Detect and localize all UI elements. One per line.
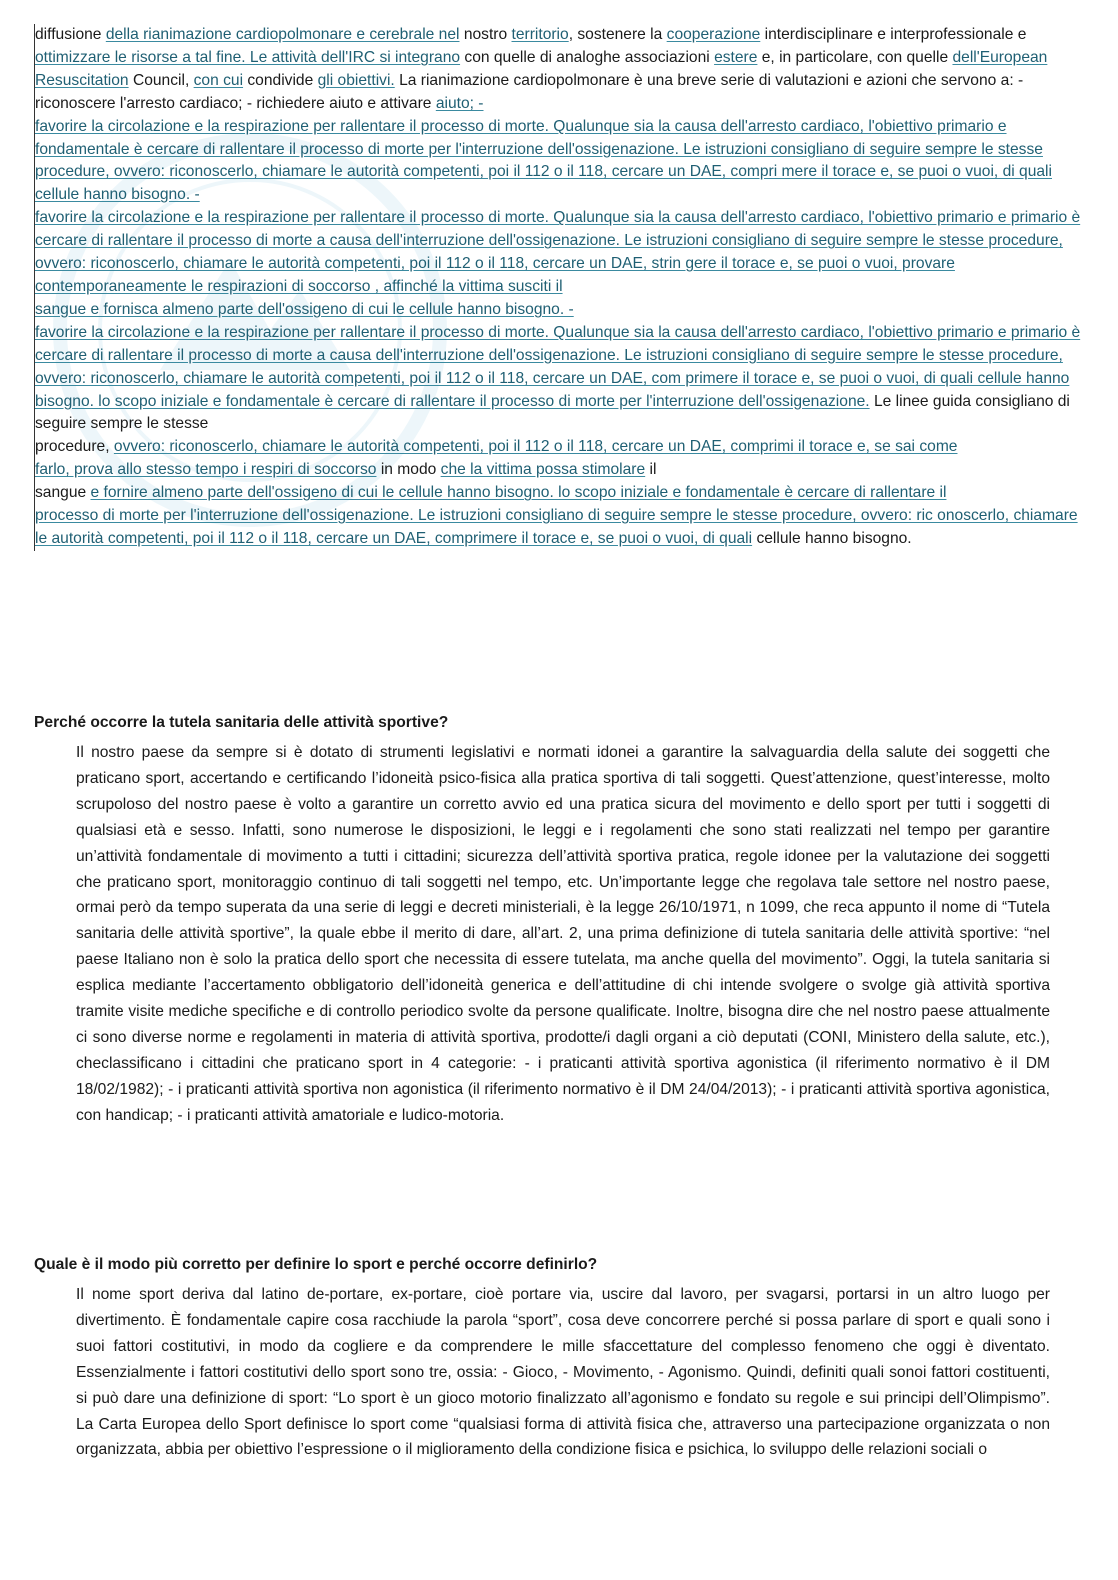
- inserted-text-run: cooperazione: [666, 26, 761, 43]
- inserted-text-run: sangue e fornisca almeno parte dell'ossigeno di cui le cellule hanno bisogno. -: [35, 300, 574, 318]
- original-text-run: condivide: [243, 71, 318, 89]
- inserted-text-run: con cui: [193, 71, 244, 89]
- inserted-text-run: e fornire almeno parte dell'ossigeno di cui le cellule hanno bisogno. lo scopo iniziale e fondamentale è cercare di rallentare il: [90, 484, 947, 502]
- original-text-run: nostro: [459, 26, 512, 43]
- inserted-text-run: che la vittima possa stimolare: [440, 461, 646, 479]
- inserted-text-run: favorire la circolazione e la respirazione per rallentare il processo di morte. Qualunque sia la causa dell'arresto cardiaco, l'obiettivo primario e primario è cercare di rallentare il processo di morte a causa dell'interruzione dell'ossigenazione. Le istruzioni consigliano di seguire sempre le stesse procedure, ovvero: riconoscerlo, chiamare le autorità competenti, poi il 112 o il 118, cercare un DAE, com primere il torace e, se puoi o vuoi, di quali cellule hanno bisogno. lo scopo iniziale e fondamentale è cercare di rallentare il processo di morte per l'interruzione dell'ossigenazione.: [35, 323, 1081, 410]
- original-text-run: diffusione: [35, 26, 106, 43]
- inserted-text-run: aiuto; -: [435, 94, 484, 112]
- original-text-run: cellule hanno bisogno.: [752, 529, 912, 547]
- inserted-text-run: della rianimazione cardiopolmonare e cerebrale nel: [105, 26, 460, 43]
- original-text-run: Council,: [128, 71, 194, 89]
- original-text-run: con quelle di analoghe associazioni: [460, 48, 715, 66]
- inserted-text-run: territorio: [511, 26, 569, 43]
- inserted-text-run: ottimizzare le risorse a tal fine. Le attività dell'IRC si integrano: [35, 48, 461, 66]
- section-body: Il nome sport deriva dal latino de-portare, ex-portare, cioè portare via, uscire dal lavoro, per svagarsi, portarsi in un altro luogo per divertimento. È fondamentale capire cosa racchiude la parola “sport”, cosa deve concorrere perché si possa parlare di sport e quali sono i suoi fattori costitutivi, in modo da cogliere e da comprendere le mille sfaccettature del complesso fenomeno che oggi è diventato. Essenzialmente i fattori costitutivi dello sport sono tre, ossia: - Gioco, - Movimento, - Agonismo. Quindi, definiti quali sonoi fattori costituenti, si può dare una definizione di sport: “Lo sport è un gioco motorio finalizzato all’agonismo e fondato su regole e sui principi dell’Olimpismo”. La Carta Europea dello Sport definisce lo sport come “qualsiasi forma di attività fisica che, attraverso una partecipazione organizzata o non organizzata, abbia per obiettivo l’espressione o il miglioramento della condizione fisica e psichica, lo sviluppo delle relazioni sociali o: [76, 1286, 1050, 1459]
- original-text-run: e, in particolare, con quelle: [757, 48, 953, 66]
- inserted-text-run: processo di morte per l'interruzione dell'ossigenazione. Le istruzioni consigliano di seguire sempre le stesse procedure, ovvero: ric onoscerlo, chiamare le autorità competenti, poi il 112 o il 118, cercare un DAE, comprimere il torace e, se puoi o vuoi, di quali: [35, 507, 1078, 547]
- inserted-text-run: estere: [714, 48, 758, 66]
- section-body: Il nostro paese da sempre si è dotato di strumenti legislativi e normati idonei a garantire la salvaguardia della salute dei soggetti che praticano sport, accertando e certificando l’idoneità psico-fisica alla pratica sportiva di tali soggetti. Quest’attenzione, quest’interesse, molto scrupoloso del nostro paese è volto a garantire un corretto avvio ed una pratica sicura del movimento e dello sport per tutti i soggetti di qualsiasi età e sesso. Infatti, sono numerose le disposizioni, le leggi e i regolamenti che sono stati realizzati nel tempo per garantire un’attività fondamentale di movimento a tutti i cittadini; sicurezza dell’attività sportiva pratica, regole idonee per la valutazione dei soggetti che praticano sport, monitoraggio continuo di tali soggetti nel tempo, etc. Un’importante legge che regolava tale settore nel nostro paese, ormai però da tempo superata da una serie di leggi e decreti ministeriali, è la legge 26/10/1971, n 1099, che reca appunto il nome di “Tutela sanitaria delle attività sportive”, la quale ebbe il merito di dare, all’art. 2, una prima definizione di tutela sanitaria delle attività sportive: “nel paese Italiano non è solo la pratica dello sport che necessita di essere tutelata, ma anche quella del movimento”. Oggi, la tutela sanitaria si esplica mediante l’accertamento obbligatorio dell’idoneità generica e dell’attitudine di chi intende svolgere o svolge già attività sportiva tramite visite mediche specifiche e di controllo periodico svolte da persone qualificate. Inoltre, bisogna dire che nel nostro paese attualmente ci sono diverse norme e regolamenti in materia di attività sportiva, prodotte/i dagli organi a ciò deputati (CONI, Ministero della salute, etc.), checlassificano i cittadini che praticano sport in 4 categorie: - i praticanti attività sportiva agonistica (il riferimento normativo è il DM 18/02/1982); - i praticanti attività sportiva non agonistica (il riferimento normativo è il DM 24/04/2013); - i praticanti attività sportiva agonistica, con handicap; - i praticanti attività amatoriale e ludico-motoria.: [76, 744, 1050, 1124]
- inserted-text-run: favorire la circolazione e la respirazione per rallentare il processo di morte. Qualunque sia la causa dell'arresto cardiaco, l'obiettivo primario e primario è cercare di rallentare il processo di morte a causa dell'interruzione dell'ossigenazione. Le istruzioni consigliano di seguire sempre le stesse procedure, ovvero: riconoscerlo, chiamare le autorità competenti, poi il 112 o il 118, cercare un DAE, strin gere il torace e, se puoi o vuoi, provare contemporaneamente le respirazioni di soccorso , affinché la vittima susciti il: [35, 209, 1081, 295]
- inserted-text-run: dell'European Resuscitation: [35, 48, 1048, 89]
- original-text-run: il: [645, 461, 657, 479]
- original-text-run: , sostenere la: [568, 26, 667, 43]
- inserted-text-run: ovvero: riconoscerlo, chiamare le autorità competenti, poi il 112 o il 118, cercare un DAE, comprimi il torace e, se sai come: [113, 438, 958, 456]
- inserted-text-run: favorire la circolazione e la respirazione per rallentare il processo di morte. Qualunque sia la causa dell'arresto cardiaco, l'obiettivo primario e fondamentale è cercare di rallentare il processo di morte per l'interruzione dell'ossigenazione. Le istruzioni consigliano di seguire sempre le stesse procedure, ovvero: riconoscerlo, chiamare le autorità competenti, poi il 112 o il 118, cercare un DAE, compri mere il torace e, se puoi o vuoi, di quali cellule hanno bisogno. -: [35, 117, 1052, 204]
- original-text-run: interdisciplinare e interprofessionale e: [760, 26, 1027, 43]
- original-text-run: Le linee guida consigliano di seguire sempre le stesse: [35, 392, 1070, 433]
- inserted-text-run: farlo, prova allo stesso tempo i respiri di soccorso: [35, 461, 377, 479]
- section-definizione-sport: [34, 1256, 1050, 1463]
- inserted-text-run: gli obiettivi.: [317, 71, 395, 89]
- section-heading: Perché occorre la tutela sanitaria delle attività sportive?: [34, 714, 449, 731]
- original-text-run: sangue: [35, 484, 91, 502]
- section-tutela-sanitaria: [34, 714, 1050, 1129]
- revised-text: [35, 24, 1085, 551]
- section-heading: Quale è il modo più corretto per definire lo sport e perché occorre definirlo?: [34, 1256, 598, 1273]
- original-text-run: procedure,: [35, 438, 114, 456]
- original-text-run: La rianimazione cardiopolmonare è una breve serie di valutazioni e azioni che servono a: - riconoscere l'arresto cardiaco; - richiedere aiuto e attivare: [35, 71, 1024, 112]
- original-text-run: in modo: [376, 461, 441, 479]
- tracked-changes-paragraph: [34, 24, 1085, 551]
